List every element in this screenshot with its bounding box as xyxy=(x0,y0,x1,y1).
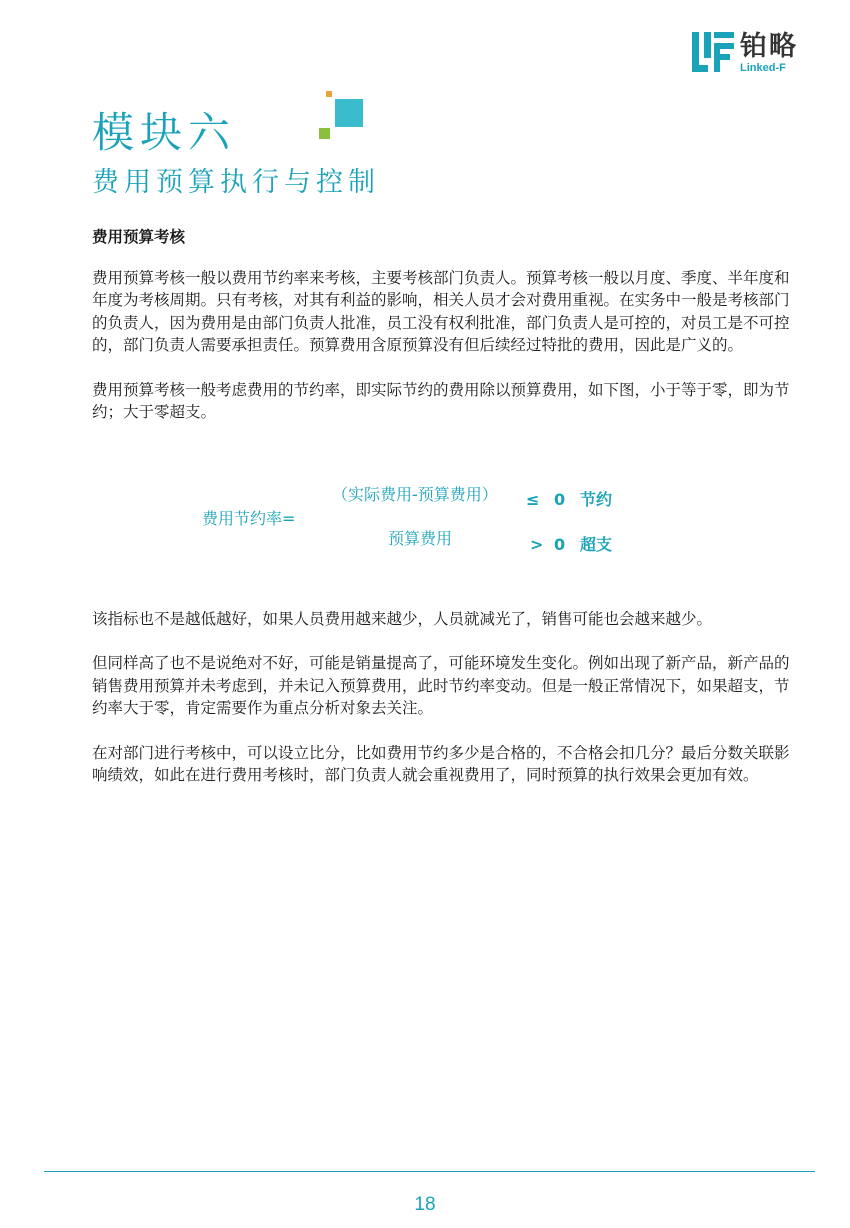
condition-2-operator: > xyxy=(530,534,544,554)
formula-numerator: （实际费用-预算费用） xyxy=(332,484,498,504)
decorative-square-orange xyxy=(326,91,332,97)
paragraph: 该指标也不是越低越好，如果人员费用越来越少，人员就减光了，销售可能也会越来越少。 xyxy=(92,609,713,628)
paragraph: 但同样高了也不是说绝对不好，可能是销量提高了，可能环境发生变化。例如出现了新产品，新产品的销售费用预算并未考虑到，并未记入预算费用，此时节约率变动。但是一般正常情况下，如果超支，节约率大于零，肯定需要作为重点分析对象去关注。 xyxy=(92,654,790,717)
module-title: 模块六 xyxy=(92,108,237,157)
logo-chinese-text: 铂略 xyxy=(740,31,798,62)
condition-1-label: 节约 xyxy=(580,489,613,509)
company-logo xyxy=(692,32,798,74)
paragraph: 在对部门进行考核中，可以设立比分，比如费用节约多少是合格的，不合格会扣几分？最后分数关联影响绩效，如此在进行费用考核时，部门负责人就会重视费用了，同时预算的执行效果会更加有效。 xyxy=(92,743,790,784)
section-heading: 费用预算考核 xyxy=(92,228,186,246)
condition-1-operator: ≤ xyxy=(526,489,540,509)
footer-divider xyxy=(44,1171,815,1172)
formula-lhs: 费用节约率= xyxy=(202,508,296,528)
module-subtitle: 费用预算执行与控制 xyxy=(92,167,380,198)
decorative-square-teal xyxy=(335,99,363,127)
paragraph: 费用预算考核一般以费用节约率来考核，主要考核部门负责人。预算考核一般以月度、季度、半年度和年度为考核周期。只有考核，对其有利益的影响，相关人员才会对费用重视。在实务中一般是考核部门的负责人，因为费用是由部门负责人批准，员工没有权利批准，部门负责人是可控的，对员工是不可控的，部门负责人需要承担责任。预算费用含原预算没有但后续经过特批的费用，因此是广义的。 xyxy=(92,268,790,354)
savings-rate-formula xyxy=(92,468,804,598)
condition-2-value: 0 xyxy=(554,534,566,554)
condition-1-value: 0 xyxy=(554,489,566,509)
main-content xyxy=(92,226,804,809)
condition-2-label: 超支 xyxy=(580,534,613,554)
paragraph: 费用预算考核一般考虑费用的节约率，即实际节约的费用除以预算费用，如下图，小于等于零，即为节约；大于零超支。 xyxy=(92,380,790,421)
logo-mark-icon xyxy=(692,32,734,72)
formula-denominator: 预算费用 xyxy=(388,528,453,548)
page-number: 18 xyxy=(414,1194,436,1215)
decorative-square-green xyxy=(319,128,330,139)
logo-english-text: Linked-F xyxy=(740,62,786,74)
